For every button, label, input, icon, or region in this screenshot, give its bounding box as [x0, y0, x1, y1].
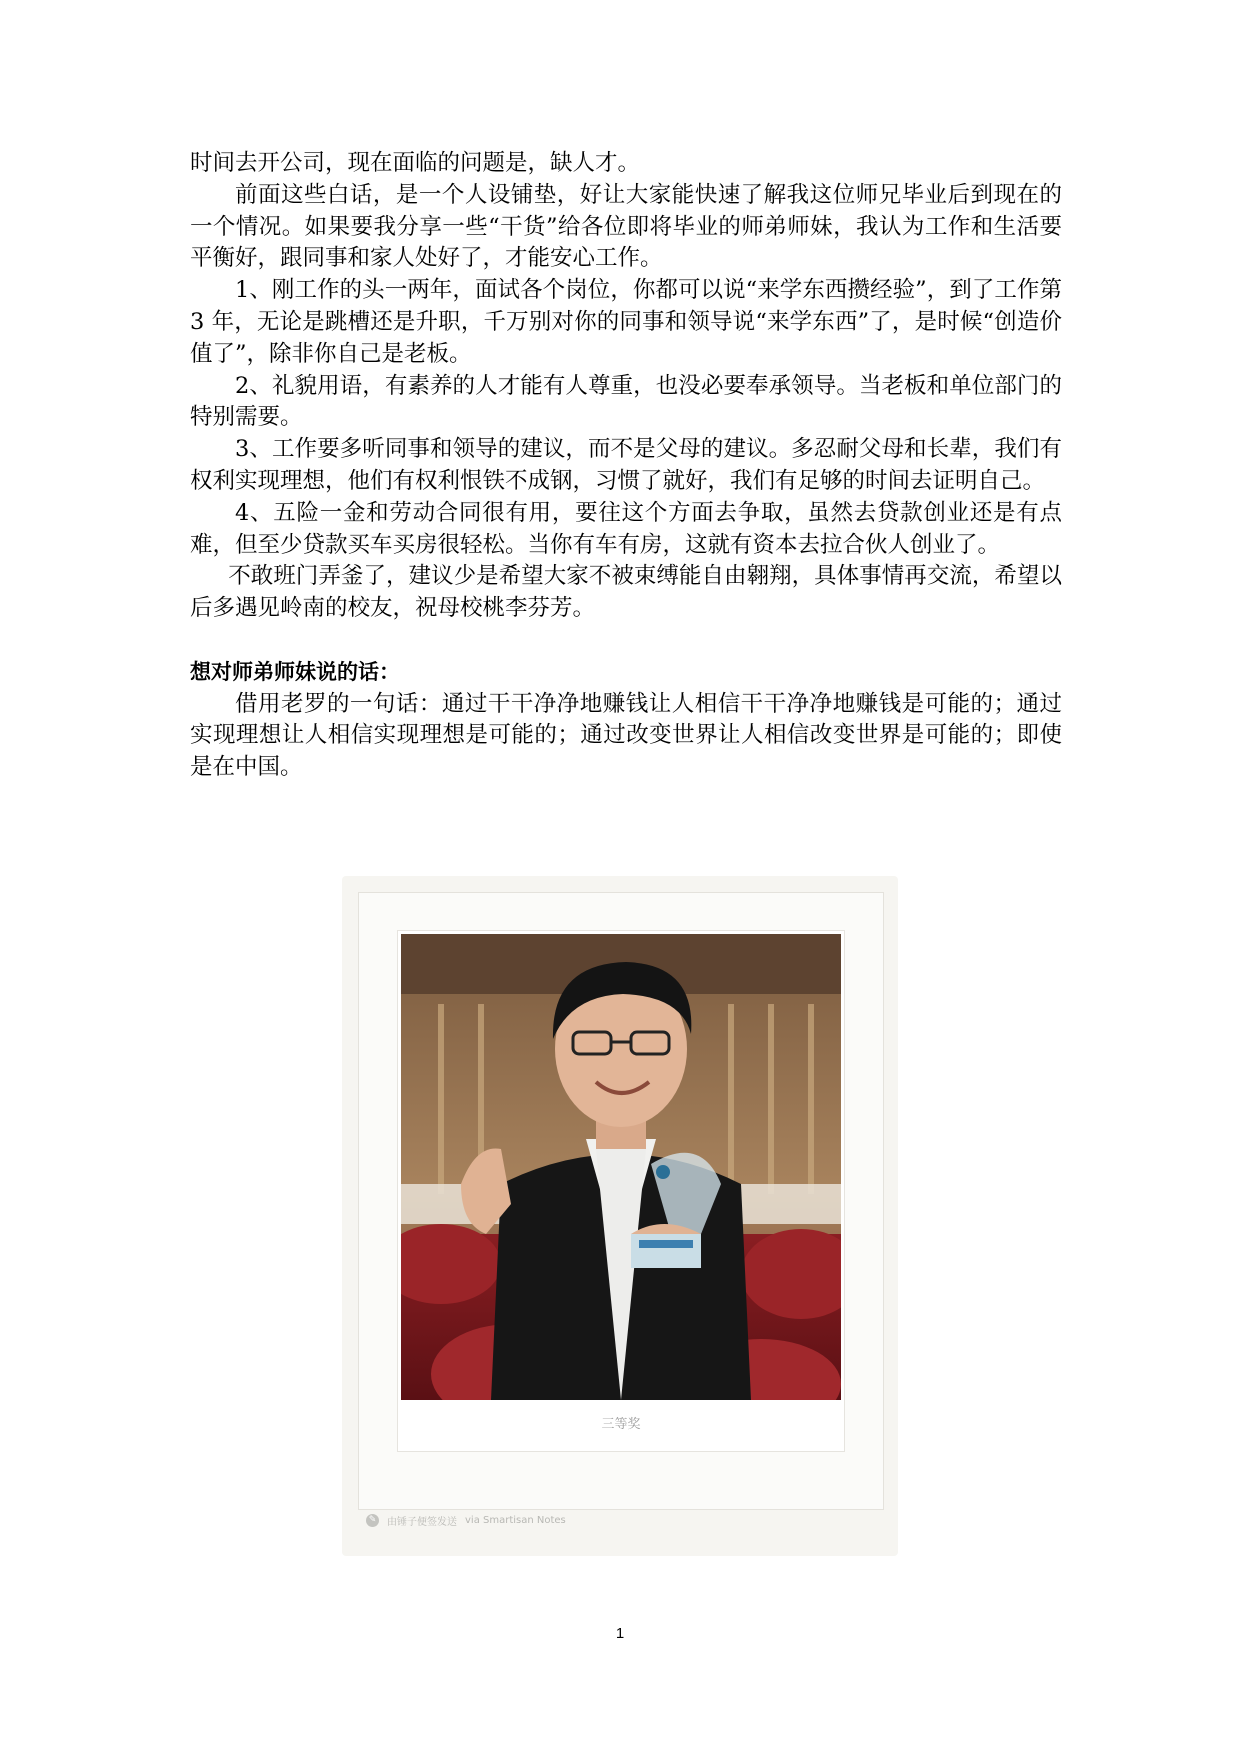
paragraph-intro: 前面这些白话，是一个人设铺垫，好让大家能快速了解我这位师兄毕业后到现在的一个情况。如果要我分享一些“干货”给各位即将毕业的师弟师妹，我认为工作和生活要平衡好，跟同事和家人处好了，才能安心工作。 — [190, 181, 1062, 272]
section-heading: 想对师弟师妹说的话： — [190, 659, 400, 684]
note-panel — [358, 892, 884, 1510]
paragraph-point-1: 1、刚工作的头一两年，面试各个岗位，你都可以说“来学东西攒经验”，到了工作第 3 年，无论是跳槽还是升职，千万别对你的同事和领导说“来学东西”了，是时候“创造价值了”，除非你自己是老板。 — [190, 277, 1062, 367]
note-footer — [366, 1511, 566, 1529]
paragraph-point-3: 3、工作要多听同事和领导的建议，而不是父母的建议。多忍耐父母和长辈，我们有权利实现理想，他们有权利恨铁不成钢，习惯了就好，我们有足够的时间去证明自己。 — [190, 436, 1062, 494]
footer-via-text: via Smartisan Notes — [465, 1514, 566, 1526]
paragraph-gap — [190, 625, 1062, 657]
paragraph-point-2: 2、礼貌用语，有素养的人才能有人尊重，也没必要奉承领导。当老板和单位部门的特别需要。 — [190, 372, 1062, 431]
note-screenshot — [342, 876, 898, 1556]
paragraph-continuation: 时间去开公司，现在面临的问题是，缺人才。 — [190, 150, 641, 176]
paragraph-closing: 不敢班门弄釜了，建议少是希望大家不被束缚能自由翱翔，具体事情再交流，希望以后多遇见岭南的校友，祝母校桃李芬芳。 — [190, 563, 1062, 622]
app-logo-icon: ✎ — [366, 1514, 379, 1527]
body-text — [190, 148, 1062, 784]
page-number: 1 — [615, 1625, 625, 1642]
footer-sent-text: 由锤子便签发送 — [387, 1516, 457, 1528]
section-body: 借用老罗的一句话：通过干干净净地赚钱让人相信干干净净地赚钱是可能的；通过实现理想让人相信实现理想是可能的；通过改变世界让人相信改变世界是可能的；即使是在中国。 — [190, 690, 1062, 781]
paragraph-point-4: 4、五险一金和劳动合同很有用，要往这个方面去争取，虽然去贷款创业还是有点难，但至少贷款买车买房很轻松。当你有车有房，这就有资本去拉合伙人创业了。 — [190, 499, 1062, 558]
photo-frame — [397, 930, 845, 1452]
photo-caption: 三等奖 — [601, 1417, 641, 1432]
award-photo — [401, 934, 841, 1400]
